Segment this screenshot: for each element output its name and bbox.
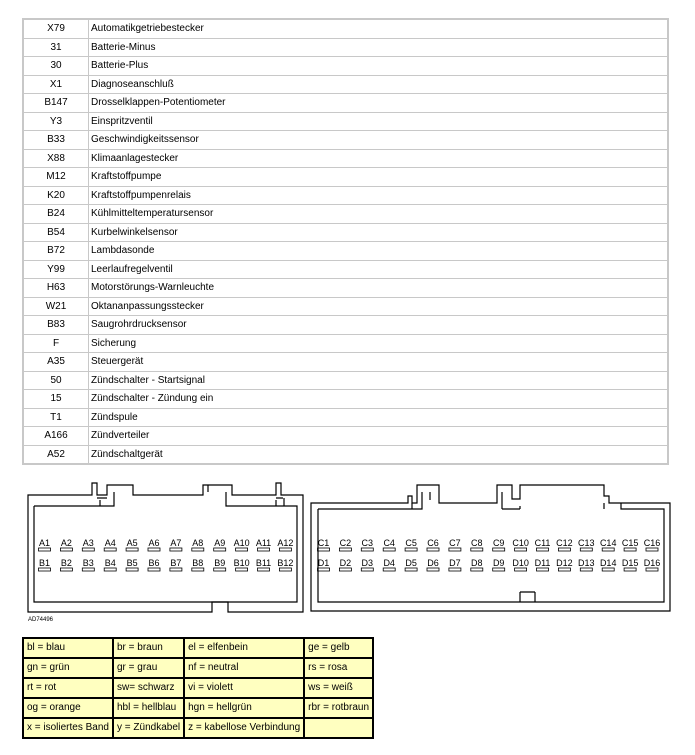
pin-A12 [277,538,293,551]
pin-contact [214,548,226,551]
pin-label: B5 [126,558,138,568]
legend-cell: hgn = hellgrün [185,699,303,717]
legend-cell: ws = weiß [305,679,372,697]
pin-contact [515,548,527,551]
pin-D10 [512,558,529,571]
legend-cell: hbl = hellblau [114,699,183,717]
pin-label: C1 [317,538,330,548]
pin-contact [318,548,330,551]
pin-contact [383,568,395,571]
component-row [23,445,668,464]
component-row [23,334,668,353]
pin-label: A6 [148,538,160,548]
color-legend-table [22,637,374,739]
pin-B12 [277,558,293,571]
legend-row [24,639,372,657]
pin-B4 [104,558,116,571]
component-description: Motorstörungs-Warnleuchte [89,279,669,298]
pin-D8 [471,558,483,571]
pin-label: C7 [449,538,461,548]
pin-label: A2 [60,538,72,548]
pin-C7 [449,538,461,551]
pin-contact [258,568,270,571]
component-code: B147 [23,94,89,113]
component-code: A35 [23,353,89,372]
pin-C3 [361,538,373,551]
pin-label: A10 [233,538,250,548]
pin-contact [449,548,461,551]
pin-label: D7 [449,558,461,568]
pin-contact [471,568,483,571]
pin-B7 [170,558,182,571]
pin-C14 [600,538,617,551]
component-description: Leerlaufregelventil [89,260,669,279]
pin-contact [558,548,570,551]
component-description: Kühlmitteltemperatursensor [89,205,669,224]
component-description: Kraftstoffpumpenrelais [89,186,669,205]
component-row [23,75,668,94]
pin-A6 [148,538,160,551]
legend-row [24,679,372,697]
pin-label: D10 [512,558,529,568]
pin-B2 [60,558,72,571]
component-row [23,316,668,335]
component-row [23,353,668,372]
pin-contact [60,568,72,571]
pin-label: A11 [255,538,272,548]
legend-cell: gn = grün [24,659,112,677]
pin-contact [537,548,549,551]
pin-label: D3 [361,558,374,568]
component-row [23,297,668,316]
pin-A5 [126,538,138,551]
pin-label: C11 [534,538,551,548]
pin-D1 [318,558,330,571]
pin-contact [170,548,182,551]
legend-cell: sw= schwarz [114,679,183,697]
component-code: 31 [23,38,89,57]
pin-label: B11 [255,558,272,568]
pin-contact [361,548,373,551]
pin-contact [82,548,94,551]
component-description: Zündschalter - Startsignal [89,371,669,390]
component-code: B24 [23,205,89,224]
component-description: Geschwindigkeitssensor [89,131,669,150]
pin-label: C6 [427,538,439,548]
component-code: H63 [23,279,89,298]
component-description: Zündverteiler [89,427,669,446]
legend-cell: og = orange [24,699,112,717]
pin-label: D8 [471,558,483,568]
pin-A4 [104,538,116,551]
component-code: F [23,334,89,353]
component-description: Diagnoseanschluß [89,75,669,94]
component-row [23,205,668,224]
legend-cell: rt = rot [24,679,112,697]
component-description: Steuergerät [89,353,669,372]
legend-cell: gr = grau [114,659,183,677]
pin-D5 [405,558,417,571]
pin-contact [39,548,51,551]
component-code: W21 [23,297,89,316]
legend-cell: x = isoliertes Band [24,719,112,737]
pin-label: B2 [60,558,72,568]
component-description: Batterie-Plus [89,57,669,76]
pin-A2 [60,538,72,551]
pin-label: A9 [214,538,226,548]
component-description: Lambdasonde [89,242,669,261]
component-row [23,242,668,261]
pin-B1 [39,558,51,571]
component-code: 30 [23,57,89,76]
component-code: B83 [23,316,89,335]
pin-C6 [427,538,439,551]
pin-C4 [383,538,395,551]
legend-cell: el = elfenbein [185,639,303,657]
component-description: Zündspule [89,408,669,427]
pin-contact [279,548,291,551]
pin-B3 [82,558,94,571]
pin-C12 [556,538,573,551]
pin-label: C13 [578,538,595,548]
pin-contact [192,568,204,571]
pin-label: C9 [492,538,505,548]
component-code: Y99 [23,260,89,279]
pin-D11 [535,558,551,571]
component-row [23,38,668,57]
pin-label: D16 [643,558,661,568]
pin-label: B9 [214,558,226,568]
pin-A8 [192,538,204,551]
pin-B6 [148,558,160,571]
pin-contact [471,548,483,551]
pin-B9 [214,558,226,571]
component-row [23,260,668,279]
pin-label: D11 [534,558,551,568]
pin-contact [427,548,439,551]
component-description: Drosselklappen-Potentiometer [89,94,669,113]
pin-label: D6 [427,558,439,568]
pin-label: A8 [192,538,204,548]
pin-D16 [644,558,661,571]
connector-diagram [0,470,695,630]
pin-label: C16 [643,538,661,548]
pin-label: D13 [578,558,595,568]
pin-contact [170,568,182,571]
pin-D2 [339,558,351,571]
pin-contact [602,568,614,571]
component-row [23,19,668,38]
component-code: A166 [23,427,89,446]
pin-label: B6 [148,558,160,568]
legend-cell: rbr = rotbraun [305,699,372,717]
pin-contact [258,548,270,551]
pin-C13 [578,538,595,551]
legend-cell: bl = blau [24,639,112,657]
pin-label: D15 [621,558,639,568]
pin-label: D1 [317,558,330,568]
pin-contact [279,568,291,571]
pin-contact [148,548,160,551]
pin-label: C15 [621,538,639,548]
component-description: Batterie-Minus [89,38,669,57]
pin-contact [493,568,505,571]
pin-label: D12 [556,558,573,568]
legend-cell: z = kabellose Verbindung [185,719,303,737]
pin-label: C4 [383,538,395,548]
pin-contact [646,568,658,571]
pin-label: A5 [126,538,138,548]
legend-cell [305,719,372,737]
pin-B8 [192,558,204,571]
pin-label: A12 [277,538,294,548]
pin-contact [427,568,439,571]
legend-cell: ge = gelb [305,639,372,657]
pin-label: B4 [104,558,116,568]
pin-C5 [405,538,417,551]
component-row [23,168,668,187]
component-row [23,427,668,446]
pin-label: D14 [599,558,617,568]
pin-contact [383,548,395,551]
pin-contact [60,548,72,551]
component-code: A52 [23,445,89,464]
pin-label: D2 [339,558,352,568]
pin-label: C5 [405,538,417,548]
pin-D15 [622,558,639,571]
pin-label: B7 [170,558,182,568]
legend-cell: rs = rosa [305,659,372,677]
pin-label: C10 [512,538,529,548]
component-row [23,223,668,242]
pin-B5 [126,558,138,571]
pin-contact [39,568,51,571]
pin-C10 [512,538,529,551]
pin-D3 [361,558,373,571]
pin-contact [236,568,248,571]
pin-C2 [339,538,351,551]
pin-contact [214,568,226,571]
pin-contact [361,568,373,571]
pin-contact [580,548,592,551]
component-code: M12 [23,168,89,187]
component-description: Einspritzventil [89,112,669,131]
component-code: 15 [23,390,89,409]
pin-contact [624,548,636,551]
pin-label: C14 [599,538,617,548]
pin-D7 [449,558,461,571]
pin-contact [515,568,527,571]
legend-row [24,719,372,737]
pin-D14 [600,558,617,571]
pin-A7 [170,538,182,551]
component-description: Automatikgetriebestecker [89,19,669,38]
component-code: K20 [23,186,89,205]
component-row [23,131,668,150]
pin-contact [537,568,549,571]
legend-cell: nf = neutral [185,659,303,677]
pin-label: D4 [383,558,395,568]
pin-contact [126,548,138,551]
component-description: Klimaanlagestecker [89,149,669,168]
pin-label: C2 [339,538,352,548]
pin-contact [339,568,351,571]
component-row [23,112,668,131]
pin-label: A7 [170,538,182,548]
pin-contact [148,568,160,571]
pin-D4 [383,558,395,571]
pin-D13 [578,558,595,571]
component-row [23,57,668,76]
pin-label: B10 [233,558,250,568]
pin-contact [405,548,417,551]
pin-C9 [493,538,505,551]
component-code: B72 [23,242,89,261]
legend-cell: y = Zündkabel [114,719,183,737]
pin-label: A1 [38,538,51,548]
pin-D6 [427,558,439,571]
component-row [23,390,668,409]
pin-C1 [318,538,330,551]
pin-contact [602,548,614,551]
pin-contact [318,568,330,571]
pin-contact [236,548,248,551]
pin-C15 [622,538,639,551]
pin-label: D9 [492,558,505,568]
pin-label: C12 [556,538,573,548]
component-row [23,371,668,390]
component-description: Zündschalter - Zündung ein [89,390,669,409]
component-row [23,186,668,205]
legend-cell: vi = violett [185,679,303,697]
pin-B10 [234,558,250,571]
component-description: Oktananpassungsstecker [89,297,669,316]
pin-contact [493,548,505,551]
pin-C16 [644,538,661,551]
pin-label: A4 [104,538,116,548]
component-code: T1 [23,408,89,427]
pin-contact [82,568,94,571]
pin-contact [339,548,351,551]
component-code: X79 [23,19,89,38]
pin-label: C8 [471,538,483,548]
pin-contact [126,568,138,571]
component-code: X1 [23,75,89,94]
pin-A3 [82,538,94,551]
pin-A10 [234,538,250,551]
pin-A11 [256,538,271,551]
pin-contact [580,568,592,571]
pin-label: B8 [192,558,204,568]
pin-label: B12 [277,558,294,568]
component-code: B33 [23,131,89,150]
legend-row [24,659,372,677]
pin-label: C3 [361,538,374,548]
pin-label: D5 [405,558,417,568]
pins-layer [39,538,661,571]
component-row [23,279,668,298]
pin-A1 [39,538,51,551]
pin-B11 [256,558,271,571]
pin-contact [104,568,116,571]
component-code: 50 [23,371,89,390]
pin-label: B3 [82,558,94,568]
pin-C11 [535,538,551,551]
pin-D9 [493,558,505,571]
component-row [23,149,668,168]
component-description: Zündschaltgerät [89,445,669,464]
component-description: Sicherung [89,334,669,353]
pin-contact [646,548,658,551]
component-table [22,18,669,465]
pin-contact [558,568,570,571]
drawing-id-label: AD74496 [28,617,54,623]
component-description: Saugrohrdrucksensor [89,316,669,335]
pin-C8 [471,538,483,551]
component-description: Kraftstoffpumpe [89,168,669,187]
pin-contact [405,568,417,571]
pin-contact [192,548,204,551]
pin-label: A3 [82,538,94,548]
component-code: Y3 [23,112,89,131]
component-row [23,408,668,427]
legend-cell: br = braun [114,639,183,657]
component-code: X88 [23,149,89,168]
pin-label: B1 [38,558,51,568]
component-table-body [23,19,668,464]
component-description: Kurbelwinkelsensor [89,223,669,242]
legend-row [24,699,372,717]
pin-contact [104,548,116,551]
pin-contact [624,568,636,571]
pin-contact [449,568,461,571]
pin-D12 [556,558,573,571]
color-legend-body [24,639,372,737]
pin-A9 [214,538,226,551]
component-code: B54 [23,223,89,242]
component-row [23,94,668,113]
